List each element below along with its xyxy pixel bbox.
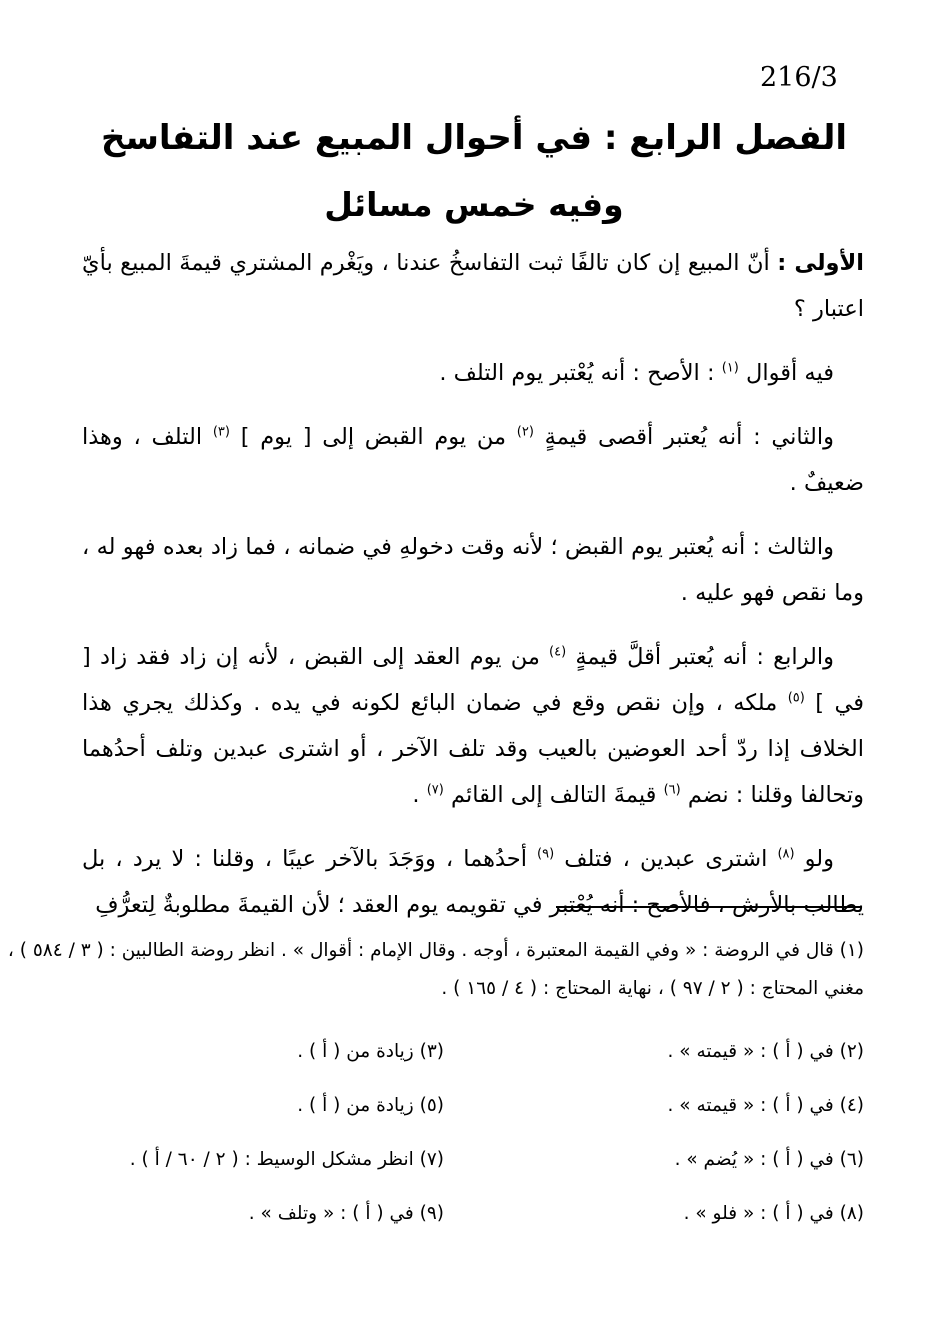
footnote-8: (٨) في ( أ ) : « فلو » .	[683, 1202, 864, 1224]
footnote-9: (٩) في ( أ ) : « وتلف » .	[248, 1202, 444, 1224]
text-segment: : الأصح : أنه يُعْتبر يوم التلف .	[439, 360, 715, 386]
footnote-row	[84, 1132, 864, 1186]
text-segment: اشترى عبدين ، فتلف	[564, 846, 768, 872]
footnote-4: (٤) في ( أ ) : « قيمته » .	[667, 1094, 864, 1116]
footnote-ref: (٥)	[787, 690, 805, 706]
footnote-7: (٧) انظر مشكل الوسيط : ( ٢ / ٦٠ / أ ) .	[129, 1148, 444, 1170]
footnote-6: (٦) في ( أ ) : « يُضم » .	[674, 1148, 864, 1170]
text-segment: ملكه ، وإن نقص وقع في ضمان البائع لكونه في يده . وكذلك يجري هذا الخلاف إذا ردّ أحد العوضين بالعيب وقد تلف الآخر ، أو اشترى عبدين وتلف أحدُهما وتحالفا وقلنا : نضم	[82, 690, 864, 808]
chapter-subtitle: وفيه خمس مسائل	[324, 185, 624, 224]
footnote-2: (٢) في ( أ ) : « قيمته » .	[667, 1040, 864, 1062]
page-number: 216/3	[760, 62, 838, 93]
paragraph-opinions	[82, 350, 864, 396]
footnotes-grid	[84, 1024, 864, 1240]
text-segment: والثاني : أنه يُعتبر أقصى قيمةٍ	[544, 424, 834, 450]
footnote-row	[84, 1186, 864, 1240]
text-segment: .	[412, 782, 420, 808]
text-segment: من يوم القبض إلى [ يوم ]	[240, 424, 507, 450]
text-segment: والثالث : أنه يُعتبر يوم القبض ؛ لأنه وقت دخولهِ في ضمانه ، فما زاد بعده فهو له ، وما نقص فهو عليه .	[82, 534, 864, 606]
text-segment: قيمةَ التالف إلى القائم	[451, 782, 657, 808]
text-segment: من يوم العقد إلى القبض ، لأنه إن زاد فقد زاد [ في ]	[82, 644, 864, 716]
footnote-ref: (٦)	[663, 782, 681, 798]
footnote-ref: (١)	[721, 360, 739, 376]
issue-label: الأولى :	[777, 250, 864, 276]
text-segment: والرابع : أنه يُعتبر أقلَّ قيمةٍ	[575, 644, 834, 670]
paragraph-fourth-opinion	[82, 634, 864, 818]
footnote-row	[84, 1078, 864, 1132]
main-text	[82, 240, 864, 946]
footnote-ref: (٩)	[537, 846, 555, 862]
footnote-ref: (٤)	[549, 644, 567, 660]
text-segment: ولو	[804, 846, 835, 872]
footnote-line: مغني المحتاج : ( ٢ / ٩٧ ) ، نهاية المحتاج : ( ٤ / ١٦٥ ) .	[441, 978, 864, 999]
footnote-ref: (٧)	[426, 782, 444, 798]
paragraph-second-opinion	[82, 414, 864, 506]
footnote-divider	[556, 906, 862, 908]
text-segment: فيه أقوال	[746, 360, 834, 386]
paragraph-third-opinion	[82, 524, 864, 616]
chapter-title: الفصل الرابع : في أحوال المبيع عند التفاسخ	[100, 118, 848, 158]
footnote-1	[7, 932, 864, 1008]
paragraph-two-slaves	[82, 836, 864, 928]
footnote-3: (٣) زيادة من ( أ ) .	[297, 1040, 444, 1062]
text-segment: التلف ، وهذا ضعيفٌ .	[82, 424, 864, 496]
footnote-row	[84, 1024, 864, 1078]
text-segment: أحدُهما ، ووَجَدَ بالآخر عيبًا ، وقلنا : لا يرد ، بل يطالب بالأرش ، فالأصح : أنه يُعْتبر في تقويمه يوم العقد ؛ لأن القيمةَ مطلوبةٌ لِتعرُّفِ	[82, 846, 864, 918]
paragraph-first-issue	[82, 240, 864, 332]
footnote-ref: (٨)	[777, 846, 795, 862]
footnote-ref: (٢)	[516, 424, 534, 440]
footnote-line: (١) قال في الروضة : « وفي القيمة المعتبرة ، أوجه . وقال الإمام : أقوال » . انظر روضة الطالبين : ( ٣ / ٥٨٤ ) ،	[7, 940, 864, 961]
paragraph-text: أنّ المبيع إن كان تالفًا ثبت التفاسخُ عندنا ، ويَغْرم المشتري قيمةَ المبيع بأيّ اعتبار ؟	[82, 250, 864, 322]
footnote-ref: (٣)	[212, 424, 230, 440]
footnote-5: (٥) زيادة من ( أ ) .	[297, 1094, 444, 1116]
